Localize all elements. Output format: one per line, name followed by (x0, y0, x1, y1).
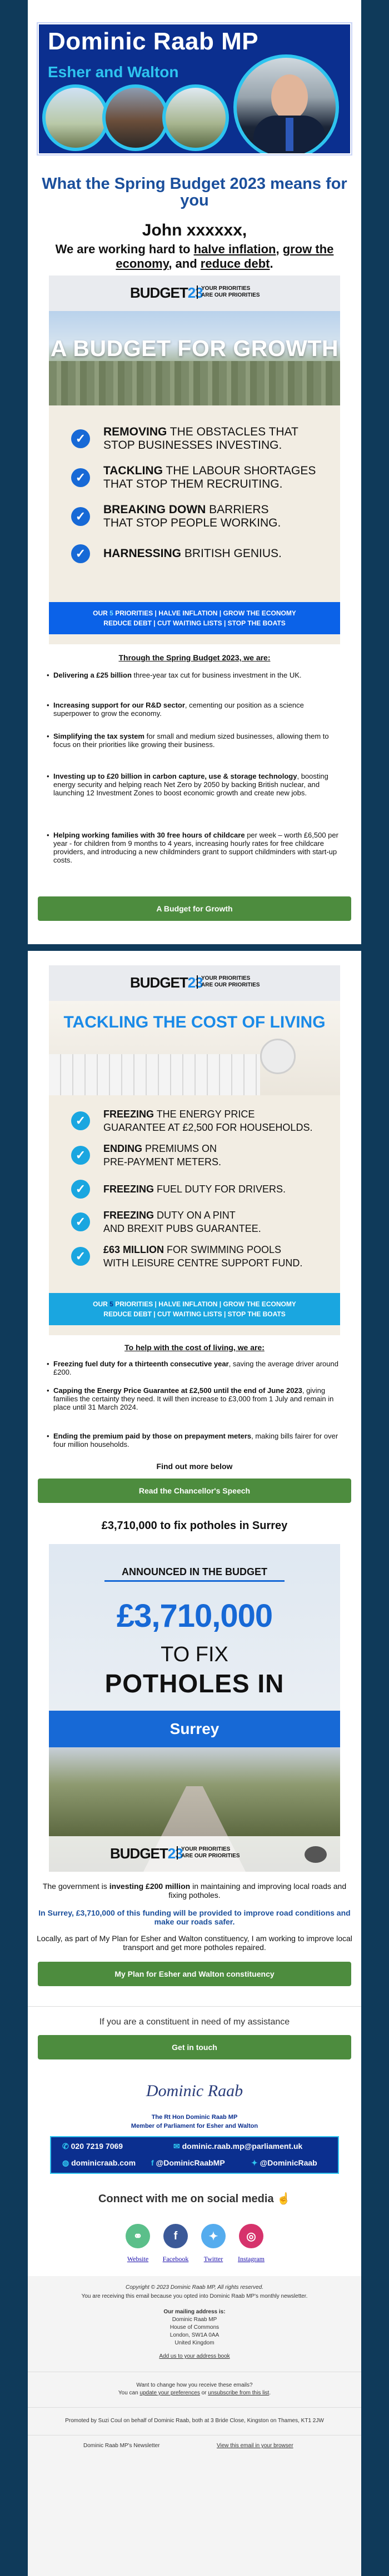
contact-bar (50, 2136, 339, 2174)
salutation: John xxxxxx, (142, 221, 247, 239)
potholes-panel (49, 1544, 340, 1872)
get-in-touch-button[interactable]: Get in touch (38, 2035, 351, 2059)
cost-section-heading: To help with the cost of living, we are: (124, 1343, 265, 1352)
header-constituency: Esher and Walton (48, 63, 179, 81)
intro-grow: grow the economy (116, 242, 334, 270)
phone-number: 020 7219 7069 (71, 2142, 123, 2151)
growth-panel-title: A BUDGET FOR GROWTH (50, 335, 339, 361)
radiator-fins (49, 1054, 260, 1095)
facebook-text: @DominicRaabMP (156, 2158, 225, 2167)
budget-brand: BUDGET (130, 974, 188, 991)
potholes-in-label: POTHOLES IN (104, 1669, 285, 1698)
item-bold: FREEZING (103, 1109, 154, 1120)
footer-copyright: Copyright © 2023 Dominic Raab MP, All rights reserved. (125, 2284, 264, 2291)
footer-addr-2: House of Commons (169, 2324, 220, 2331)
website-link[interactable]: Website (127, 2255, 149, 2263)
website-row[interactable] (62, 2158, 136, 2168)
radiator-image (49, 1001, 340, 1095)
cost-panel-title: TACKLING THE COST OF LIVING (63, 1013, 326, 1031)
bullet-rest: , making bills fairer for over four million households. (53, 1432, 338, 1449)
check-icon: ✓ (71, 544, 90, 563)
item-bold: £63 MILLION (103, 1244, 164, 1255)
footer-addr-4: United Kingdom (174, 2340, 215, 2346)
intro-text: We are working hard to (55, 242, 194, 256)
instagram-link[interactable]: Instagram (238, 2255, 265, 2263)
p1-start: The government is (42, 1882, 109, 1891)
growth-section-heading: Through the Spring Budget 2023, we are: (118, 653, 271, 662)
bullet-bold: Ending the premium paid by those on prepayment meters (53, 1432, 252, 1440)
bullet-rest: per week – worth £6,500 per year - for children from 9 months to 4 years, increasing hourly rates for free childcare providers, and introducing a new childminders grant to support childminders with start-up costs. (53, 831, 338, 864)
change-start: You can (118, 2390, 140, 2396)
item-bold: FREEZING (103, 1210, 154, 1221)
bullet-rest: , giving families the certainty they need. It will then increase to £3,000 from 1 July and remain in place until 31 March 2024. (53, 1386, 334, 1411)
footer-promoted: Promoted by Suzi Coul on behalf of Dominic Raab, both at 3 Bride Close, Kingston on Thames, KT1 2JW (65, 2418, 324, 2424)
tagline-2: ARE OUR PRIORITIES (201, 292, 260, 298)
cost-item-1 (71, 1107, 327, 1134)
globe-icon: ◍ (62, 2158, 69, 2167)
potholes-para-3: Locally, as part of My Plan for Esher and Walton constituency, I am working to improve local transport and get more potholes repaired. (37, 1934, 352, 1952)
item-bold: REMOVING (103, 425, 167, 438)
item-rest: BARRIERS (206, 503, 269, 516)
check-icon: ✓ (71, 1146, 90, 1165)
growth-item-3 (71, 503, 327, 530)
budget-year: 23 (187, 974, 203, 991)
budget-logo (130, 284, 203, 302)
bullet-bold: Simplifying the tax system (53, 732, 144, 740)
item-rest: FOR SWIMMING POOLS (164, 1244, 282, 1255)
potholes-amount: £3,710,000 (116, 1598, 273, 1634)
road-photo (49, 1747, 340, 1872)
growth-bullet-3 (53, 732, 342, 749)
signature-title: The Rt Hon Dominic Raab MP (151, 2114, 238, 2121)
bullet-bold: Freezing fuel duty for a thirteenth consecutive year (53, 1360, 229, 1368)
view-in-browser-link[interactable]: View this email in your browser (217, 2443, 293, 2449)
tagline-1: YOUR PRIORITIES (201, 285, 251, 292)
twitter-icon: ✦ (251, 2158, 258, 2167)
footer-addr-1: Dominic Raab MP (172, 2317, 217, 2323)
growth-bullet-1 (53, 671, 342, 679)
tagline-1: YOUR PRIORITIES (181, 1846, 231, 1852)
bullet-rest: , cementing our position as a science superpower to grow the economy. (53, 701, 304, 718)
check-icon: ✓ (71, 429, 90, 448)
update-preferences-link[interactable]: update your preferences (139, 2390, 200, 2396)
budget-logo (130, 974, 203, 991)
facebook-row[interactable] (151, 2158, 225, 2167)
email-address: dominic.raab.mp@parliament.uk (182, 2142, 303, 2151)
potholes-heading: £3,710,000 to fix potholes in Surrey (101, 1520, 288, 1532)
portrait-face (271, 74, 308, 120)
item-bold: HARNESSING (103, 547, 182, 560)
item-rest: DUTY ON A PINT (154, 1210, 236, 1221)
website-text: dominicraab.com (71, 2158, 136, 2167)
intro-end: . (270, 257, 273, 270)
check-icon: ✓ (71, 468, 90, 487)
budget-year: 23 (187, 284, 203, 301)
bullet-bold: Capping the Energy Price Guarantee at £2,500 until the end of June 2023 (53, 1386, 302, 1395)
growth-item-text (103, 464, 316, 491)
budget-brand: BUDGET (110, 1845, 168, 1862)
phone-row[interactable] (62, 2142, 123, 2151)
budget-year: 23 (167, 1845, 183, 1862)
tagline-2: ARE OUR PRIORITIES (201, 982, 260, 988)
header-name: Dominic Raab MP (48, 28, 259, 55)
facebook-icon: f (151, 2158, 154, 2167)
growth-item-4 (71, 544, 327, 563)
social-heading (33, 2192, 356, 2206)
check-icon: ✓ (71, 1212, 90, 1231)
item-bold: BREAKING DOWN (103, 503, 206, 516)
pri-our: OUR (93, 1300, 108, 1308)
unsubscribe-link[interactable]: unsubscribe from this list (208, 2390, 270, 2396)
find-out-more: Find out more below (156, 1462, 233, 1471)
footer-reason: You are receiving this email because you opted into Dominic Raab MP's monthly newsletter. (81, 2293, 308, 2299)
cost-item-2 (71, 1142, 327, 1169)
announced-label: ANNOUNCED IN THE BUDGET (104, 1566, 285, 1582)
bullet-rest: , saving the average driver around £200. (53, 1360, 338, 1376)
chancellor-speech-button[interactable]: Read the Chancellor's Speech (38, 1479, 351, 1503)
pri-num: 5 (109, 609, 113, 617)
growth-item-text (103, 503, 281, 530)
pri-num: 5 (109, 1300, 113, 1308)
item-rest: BRITISH GENIUS. (181, 547, 282, 560)
growth-city-image (49, 311, 340, 405)
bullet-rest: for small and medium sized businesses, allowing them to focus on their priorities like growing their business. (53, 732, 329, 749)
intro-line (39, 242, 350, 271)
bullet-bold: Investing up to £20 billion in carbon capture, use & storage technology (53, 772, 297, 780)
item-bold: TACKLING (103, 464, 163, 477)
cost-item-text (103, 1243, 302, 1270)
cost-bullet-3 (53, 1432, 342, 1449)
add-address-book-link[interactable]: Add us to your address book (159, 2353, 230, 2359)
cost-item-text (103, 1209, 261, 1235)
pointing-hand-icon: ☝ (277, 2193, 291, 2205)
twitter-text: @DominicRaab (260, 2158, 317, 2167)
twitter-row[interactable] (251, 2158, 317, 2168)
cost-bullet-2 (53, 1386, 342, 1411)
item-rest: THE ENERGY PRICE (154, 1109, 255, 1120)
item-line2: STOP BUSINESSES INVESTING. (103, 439, 282, 452)
photo-circle-portrait (233, 54, 339, 154)
cost-panel (49, 965, 340, 1335)
budget-tagline (177, 1846, 240, 1860)
footer-addr-3: London, SW1A 0AA (169, 2332, 220, 2338)
priorities-bar (49, 1293, 340, 1325)
growth-item-1 (71, 425, 327, 452)
check-icon: ✓ (71, 1111, 90, 1130)
footer-divider (28, 2407, 361, 2408)
potholes-para-1 (33, 1882, 356, 1900)
growth-bullet-2 (53, 701, 342, 718)
p1-bold: investing £200 million (109, 1882, 191, 1891)
portrait-tie (286, 118, 293, 151)
growth-panel (49, 275, 340, 644)
footer-mailing-label: Our mailing address is: (163, 2309, 226, 2315)
budget-brand: BUDGET (130, 284, 188, 301)
footer-change-line (33, 2389, 356, 2397)
bullet-bold: Helping working families with 30 free hours of childcare (53, 831, 245, 839)
cost-panel-topbar (49, 965, 340, 1001)
cost-item-text (103, 1142, 221, 1169)
potholes-para-2: In Surrey, £3,710,000 of this funding will be provided to improve road conditions and make our roads safer. (38, 1908, 351, 1926)
tagline-1: YOUR PRIORITIES (201, 975, 251, 981)
priorities-line-2: REDUCE DEBT | CUT WAITING LISTS | STOP THE BOATS (103, 1310, 286, 1318)
p1-end: in maintaining and improving local roads and fixing potholes. (168, 1882, 347, 1900)
bullet-rest: three-year tax cut for business investment in the UK. (131, 671, 302, 679)
cost-item-3 (71, 1180, 327, 1199)
tree-logo-icon (305, 1846, 327, 1863)
header-banner (38, 23, 351, 154)
budget-logo (110, 1845, 183, 1862)
intro-reduce: reduce debt (200, 257, 270, 270)
tagline-2: ARE OUR PRIORITIES (181, 1853, 240, 1859)
growth-item-text (103, 547, 282, 560)
item-line2: AND BREXIT PUBS GUARANTEE. (103, 1223, 261, 1234)
divider (28, 2006, 361, 2007)
footer-newsletter-name: Dominic Raab MP's Newsletter (83, 2443, 160, 2449)
growth-item-2 (71, 464, 327, 491)
item-line2: THAT STOP THEM RECRUITING. (103, 478, 283, 490)
intro-comma: , (276, 242, 283, 256)
page-title: What the Spring Budget 2023 means for you (42, 175, 347, 209)
check-icon: ✓ (71, 1180, 90, 1199)
change-mid: or (200, 2390, 208, 2396)
budget-tagline (197, 285, 260, 299)
growth-bullet-5 (53, 831, 342, 864)
intro-and: , and (168, 257, 201, 270)
twitter-icon[interactable]: ✦ (201, 2224, 226, 2248)
check-icon: ✓ (71, 1247, 90, 1266)
growth-panel-topbar (49, 275, 340, 311)
budget-tagline (197, 975, 260, 989)
pri-our: OUR (93, 609, 108, 617)
item-line2: GUARANTEE AT £2,500 FOR HOUSEHOLDS. (103, 1122, 313, 1133)
item-rest: FUEL DUTY FOR DRIVERS. (154, 1184, 286, 1195)
cost-item-5 (71, 1243, 327, 1270)
priorities-line-1 (49, 1299, 340, 1309)
cost-item-text (103, 1182, 286, 1196)
item-line2: PRE-PAYMENT METERS. (103, 1156, 222, 1167)
signature-script: Dominic Raab (146, 2082, 243, 2100)
county-banner: Surrey (49, 1711, 340, 1747)
email-icon: ✉ (173, 2142, 180, 2151)
priorities-line-1 (49, 608, 340, 618)
photo-circle-building (162, 84, 229, 151)
twitter-link[interactable]: Twitter (203, 2255, 223, 2263)
item-line2: WITH LEISURE CENTRE SUPPORT FUND. (103, 1257, 303, 1269)
section-divider (28, 944, 361, 951)
priorities-bar (49, 602, 340, 634)
facebook-link[interactable]: Facebook (162, 2255, 189, 2263)
photo-circle-people (102, 84, 169, 151)
bullet-bold: Delivering a £25 billion (53, 671, 132, 679)
social-heading-text: Connect with me on social media (98, 2193, 274, 2205)
growth-item-text (103, 425, 298, 452)
item-bold: FREEZING (103, 1184, 154, 1195)
my-plan-button[interactable]: My Plan for Esher and Walton constituency (38, 1962, 351, 1986)
cost-bullet-1 (53, 1360, 342, 1376)
bullet-bold: Increasing support for our R&D sector (53, 701, 185, 709)
item-bold: ENDING (103, 1143, 143, 1154)
thermostat-dial-icon (260, 1039, 296, 1074)
email-row[interactable] (173, 2142, 302, 2151)
signature-role: Member of Parliament for Esher and Walton (131, 2123, 258, 2129)
road-photo-caption-bar (49, 1836, 340, 1872)
footer-change-question: Want to change how you receive these emails? (136, 2382, 253, 2388)
assist-text: If you are a constituent in need of my assistance (99, 2017, 290, 2027)
bullet-rest: , boosting energy security and helping reach Net Zero by 2050 by backing British nuclear, and launching 12 Investment Zones to boost economic growth and create new jobs. (53, 772, 328, 797)
budget-growth-button[interactable]: A Budget for Growth (38, 896, 351, 921)
link-icon[interactable]: ⚭ (126, 2224, 150, 2248)
cost-item-4 (71, 1209, 327, 1235)
to-fix-label: TO FIX (161, 1643, 228, 1666)
growth-bullet-4 (53, 772, 342, 797)
pri-line1-rest: | HALVE INFLATION | GROW THE ECONOMY (153, 609, 296, 617)
item-rest: THE LABOUR SHORTAGES (162, 464, 316, 477)
item-rest: THE OBSTACLES THAT (167, 425, 298, 438)
instagram-icon[interactable]: ◎ (239, 2224, 263, 2248)
pri-line1-rest: | HALVE INFLATION | GROW THE ECONOMY (153, 1300, 296, 1308)
change-end: . (269, 2390, 271, 2396)
intro-halve: halve inflation (193, 242, 276, 256)
pri-word: PRIORITIES (115, 1300, 153, 1308)
item-line2: THAT STOP PEOPLE WORKING. (103, 517, 281, 529)
pri-word: PRIORITIES (115, 609, 153, 617)
item-rest: PREMIUMS ON (142, 1143, 217, 1154)
city-rooftops (49, 361, 340, 405)
photo-circle-street (42, 84, 109, 151)
phone-icon: ✆ (62, 2142, 69, 2151)
facebook-icon[interactable]: f (163, 2224, 188, 2248)
cost-item-text (103, 1107, 312, 1134)
check-icon: ✓ (71, 507, 90, 526)
priorities-line-2: REDUCE DEBT | CUT WAITING LISTS | STOP THE BOATS (103, 619, 286, 627)
